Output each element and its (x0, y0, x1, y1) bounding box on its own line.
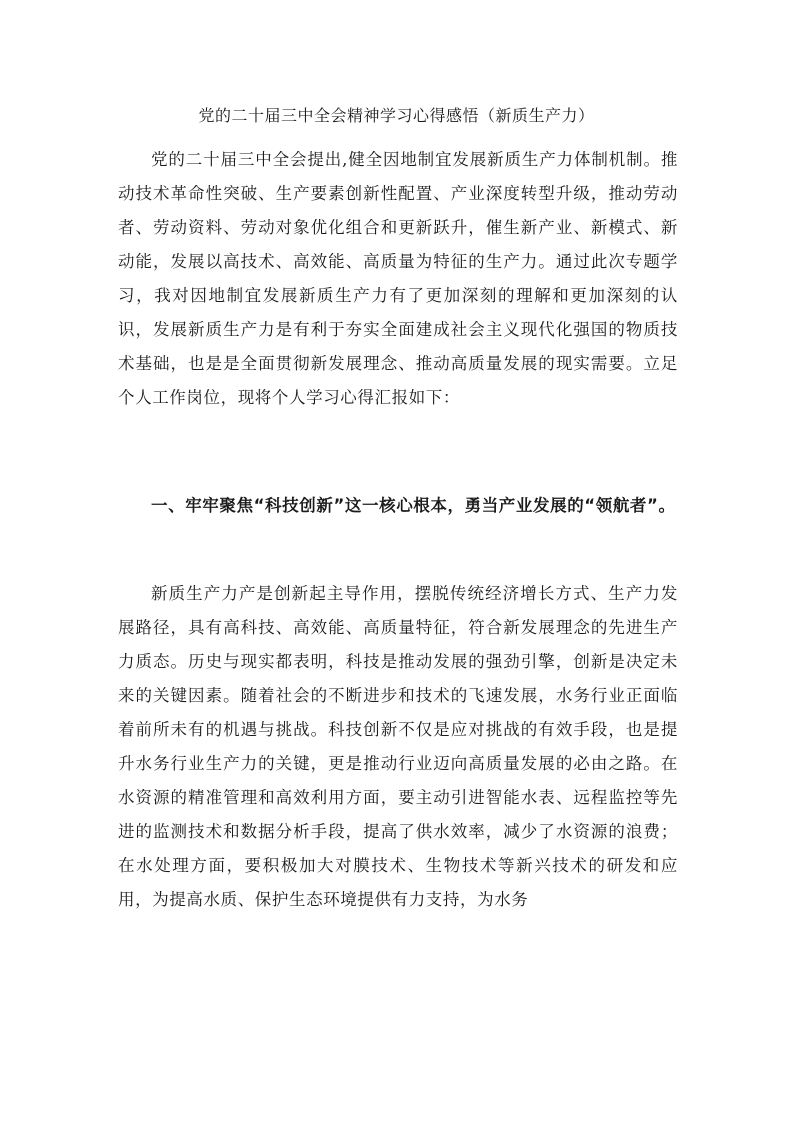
section-1-paragraph: 新质生产力产是创新起主导作用，摆脱传统经济增长方式、生产力发展路径，具有高科技、高效能、高质量特征，符合新发展理念的先进生产力质态。历史与现实都表明，科技是推动发展的强劲引擎，创新是决定未来的关键因素。随着社会的不断进步和技术的飞速发展，水务行业正面临着前所未有的机遇与挑战。科技创新不仅是应对挑战的有效手段，也是提升水务行业生产力的关键，更是推动行业迈向高质量发展的必由之路。在水资源的精准管理和高效利用方面，要主动引进智能水表、远程监控等先进的监测技术和数据分析手段，提高了供水效率，减少了水资源的浪费；在水处理方面，要积极加大对膜技术、生物技术等新兴技术的研发和应用，为提高水质、保护生态环境提供有力支持，为水务 (118, 584, 678, 909)
document-title: 党的二十届三中全会精神学习心得感悟（新质生产力） (198, 106, 595, 125)
intro-paragraph: 党的二十届三中全会提出,健全因地制宜发展新质生产力体制机制。推动技术革命性突破、生产要素创新性配置、产业深度转型升级，推动劳动者、劳动资料、劳动对象优化组合和更新跃升，催生新产业、新模式、新动能，发展以高技术、高效能、高质量为特征的生产力。通过此次专题学习，我对因地制宜发展新质生产力有了更加深刻的理解和更加深刻的认识，发展新质生产力是有利于夯实全面建成社会主义现代化强国的物质技术基础，也是是全面贯彻新发展理念、推动高质量发展的现实需要。立足个人工作岗位，现将个人学习心得汇报如下： (118, 150, 678, 407)
section-heading-1: 一、牢牢聚焦“科技创新”这一核心根本，勇当产业发展的“领航者”。 (151, 496, 676, 515)
